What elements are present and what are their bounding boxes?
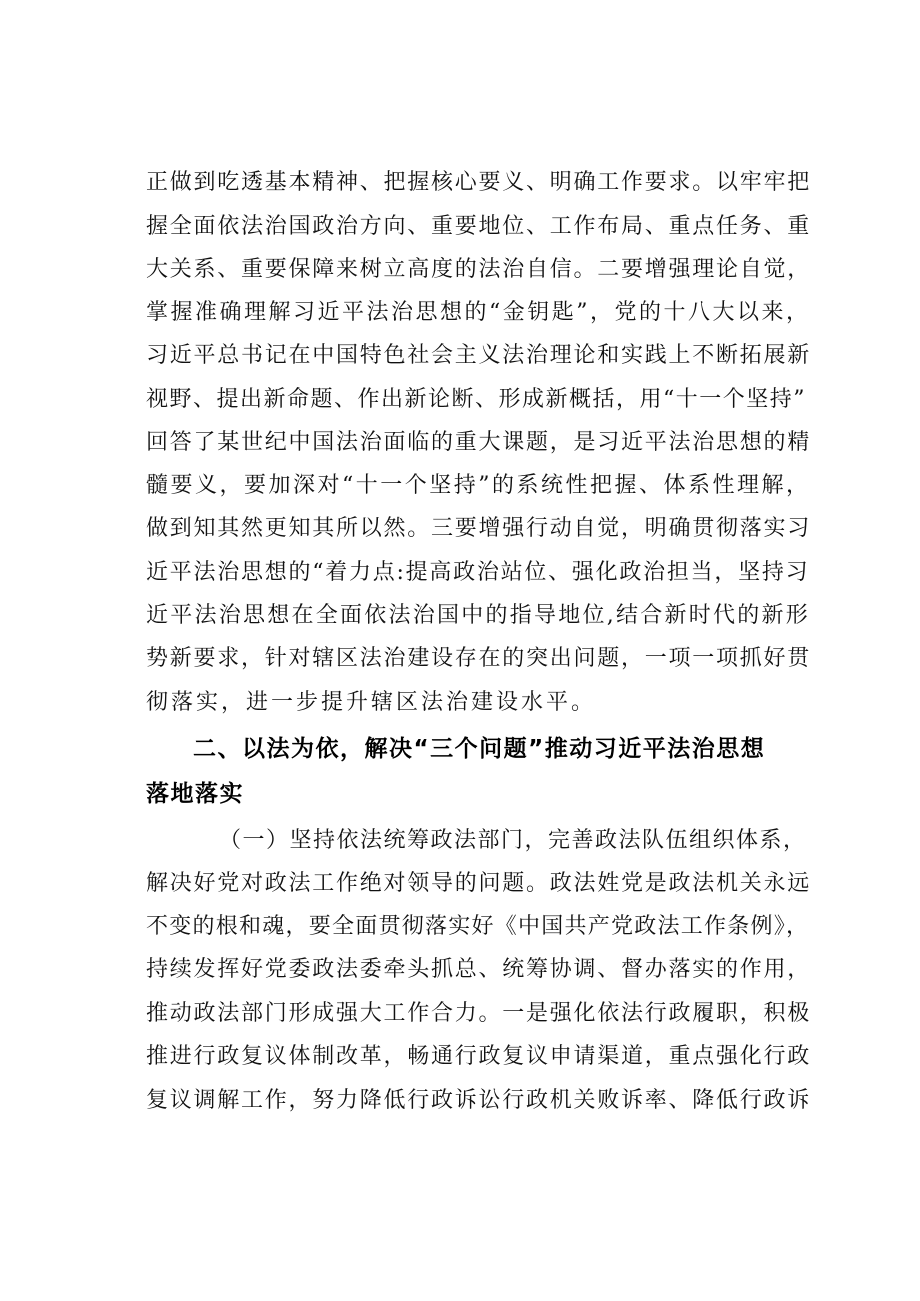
para2-line-4: 持续发挥好党委政法委牵头抓总、统筹协调、督办落实的作用， (146, 957, 812, 982)
para1-line-8: 髓要义，要加深对“十一个坚持”的系统性把握、体系性理解， (146, 473, 811, 498)
section-heading-line-1: 二、以法为依，解决“三个问题”推动习近平法治思想 (193, 736, 766, 762)
para1-line-4: 掌握准确理解习近平法治思想的“金钥匙”，党的十八大以来， (146, 300, 811, 325)
para2-line-2: 解决好党对政法工作绝对领导的问题。政法姓党是政法机关永远 (146, 871, 812, 896)
para1-line-3: 大关系、重要保障来树立高度的法治自信。二要增强理论自觉， (146, 257, 812, 282)
para2-line-6: 推进行政复议体制改革，畅通行政复议申请渠道，重点强化行政 (146, 1044, 812, 1069)
section-heading-line-2: 落地落实 (146, 781, 244, 807)
para1-line-6: 视野、提出新命题、作出新论断、形成新概括，用“十一个坚持” (146, 387, 806, 412)
para2-line-3: 不变的根和魂，要全面贯彻落实好《中国共产党政法工作条例》， (146, 914, 810, 939)
para2-line-7: 复议调解工作，努力降低行政诉讼行政机关败诉率、降低行政诉 (146, 1088, 812, 1113)
para1-line-10: 近平法治思想的“着力点:提高政治站位、强化政治担当，坚持习 (146, 560, 810, 585)
para1-line-11: 近平法治思想在全面依法治国中的指导地位,结合新时代的新形 (146, 603, 810, 628)
para1-line-13: 彻落实，进一步提升辖区法治建设水平。 (146, 690, 597, 715)
para1-line-9: 做到知其然更知其所以然。三要增强行动自觉，明确贯彻落实习 (146, 516, 812, 541)
para2-line-1: （一）坚持依法统筹政法部门，完善政法队伍组织体系， (219, 828, 807, 853)
para1-line-7: 回答了某世纪中国法治面临的重大课题，是习近平法治思想的精 (146, 430, 812, 455)
para1-line-2: 握全面依法治国政治方向、重要地位、工作布局、重点任务、重 (146, 214, 812, 239)
para2-line-5: 推动政法部门形成强大工作合力。一是强化依法行政履职，积极 (146, 1001, 812, 1026)
para1-line-1: 正做到吃透基本精神、把握核心要义、明确工作要求。以牢牢把 (146, 170, 812, 195)
para1-line-5: 习近平总书记在中国特色社会主义法治理论和实践上不断拓展新 (146, 343, 812, 368)
para1-line-12: 势新要求，针对辖区法治建设存在的突出问题，一项一项抓好贯 (146, 646, 812, 671)
